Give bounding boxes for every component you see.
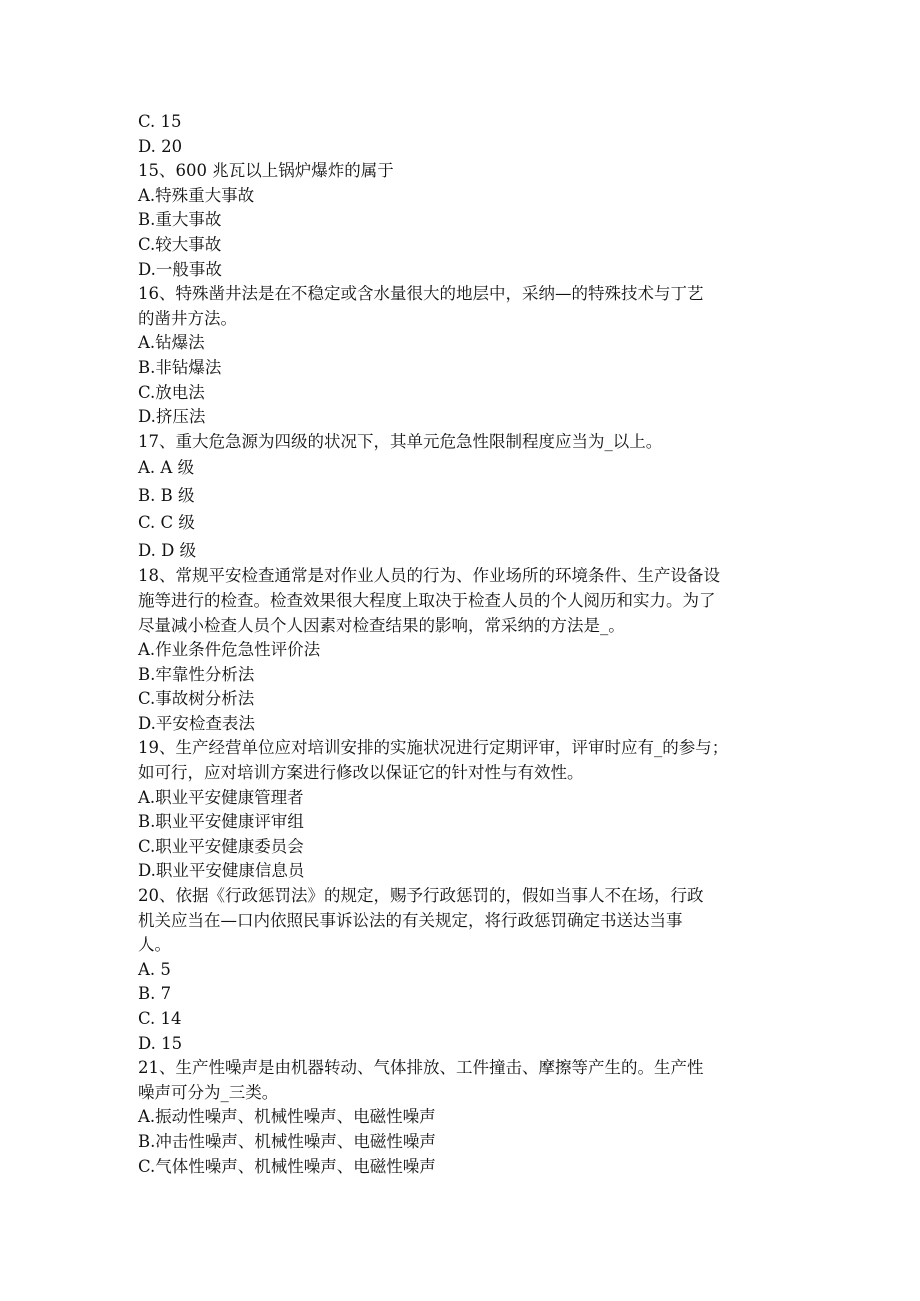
answer-option: B.职业平安健康评审组 <box>138 812 304 832</box>
answer-option: A.作业条件危急性评价法 <box>138 640 321 660</box>
answer-option: A.钻爆法 <box>138 333 205 353</box>
question-text-continued: 如可行，应对培训方案进行修改以保证它的针对性与有效性。 <box>138 763 584 783</box>
question-text-continued: 的凿井方法。 <box>138 308 237 328</box>
question-text-continued: 噪声可分为_三类。 <box>138 1082 279 1102</box>
answer-option: D.挤压法 <box>138 407 206 427</box>
question-text-continued: 人。 <box>138 935 171 955</box>
answer-option: D. 20 <box>138 136 183 156</box>
answer-option: A.振动性噪声、机械性噪声、电磁性噪声 <box>138 1107 436 1127</box>
answer-option: D.平安检查表法 <box>138 713 255 733</box>
answer-option: A. 5 <box>138 959 171 979</box>
answer-option: D. D 级 <box>138 540 197 560</box>
answer-option: B.冲击性噪声、机械性噪声、电磁性噪声 <box>138 1131 436 1151</box>
document-body <box>138 110 798 1179</box>
answer-option: A. A 级 <box>138 458 195 478</box>
answer-option: C. 14 <box>138 1009 182 1028</box>
question-text: 16、特殊凿井法是在不稳定或含水量很大的地层中，采纳—的特殊技术与丁艺 <box>138 284 704 304</box>
question-text: 20、依据《行政惩罚法》的规定，赐予行政惩罚的，假如当事人不在场，行政 <box>138 886 704 906</box>
answer-option: C. C 级 <box>138 513 195 533</box>
answer-option: C.气体性噪声、机械性噪声、电磁性噪声 <box>138 1156 436 1176</box>
answer-option: C.职业平安健康委员会 <box>138 836 304 856</box>
answer-option: A.特殊重大事故 <box>138 185 255 205</box>
question-text-continued: 机关应当在—口内依照民事诉讼法的有关规定，将行政惩罚确定书送达当事 <box>138 910 683 930</box>
question-text: 21、生产性噪声是由机器转动、气体排放、工件撞击、摩擦等产生的。生产性 <box>138 1058 704 1078</box>
answer-option: B. 7 <box>138 984 172 1004</box>
answer-option: C.较大事故 <box>138 234 222 254</box>
answer-option: C. 15 <box>138 112 182 131</box>
answer-option: A.职业平安健康管理者 <box>138 787 304 807</box>
question-text: 17、重大危急源为四级的状况下，其单元危急性限制程度应当为_以上。 <box>138 431 663 451</box>
answer-option: B. B 级 <box>138 485 195 505</box>
answer-option: C.放电法 <box>138 382 205 402</box>
question-text: 19、生产经营单位应对培训安排的实施状况进行定期评审，评审时应有_的参与； <box>138 738 729 758</box>
answer-option: B.牢靠性分析法 <box>138 664 255 684</box>
answer-option: D.职业平安健康信息员 <box>138 861 305 881</box>
answer-option: D.一般事故 <box>138 259 222 279</box>
question-text: 15、600 兆瓦以上锅炉爆炸的属于 <box>138 161 394 181</box>
question-text-continued: 施等进行的检查。检查效果很大程度上取决于检查人员的个人阅历和实力。为了 <box>138 590 716 610</box>
answer-option: B.非钻爆法 <box>138 357 222 377</box>
answer-option: C.事故树分析法 <box>138 689 255 709</box>
question-text: 18、常规平安检查通常是对作业人员的行为、作业场所的环境条件、生产设备设 <box>138 566 720 586</box>
question-text-continued: 尽量减小检查人员个人因素对检查结果的影响，常采纳的方法是_。 <box>138 615 625 635</box>
answer-option: D. 15 <box>138 1033 183 1053</box>
answer-option: B.重大事故 <box>138 210 222 230</box>
